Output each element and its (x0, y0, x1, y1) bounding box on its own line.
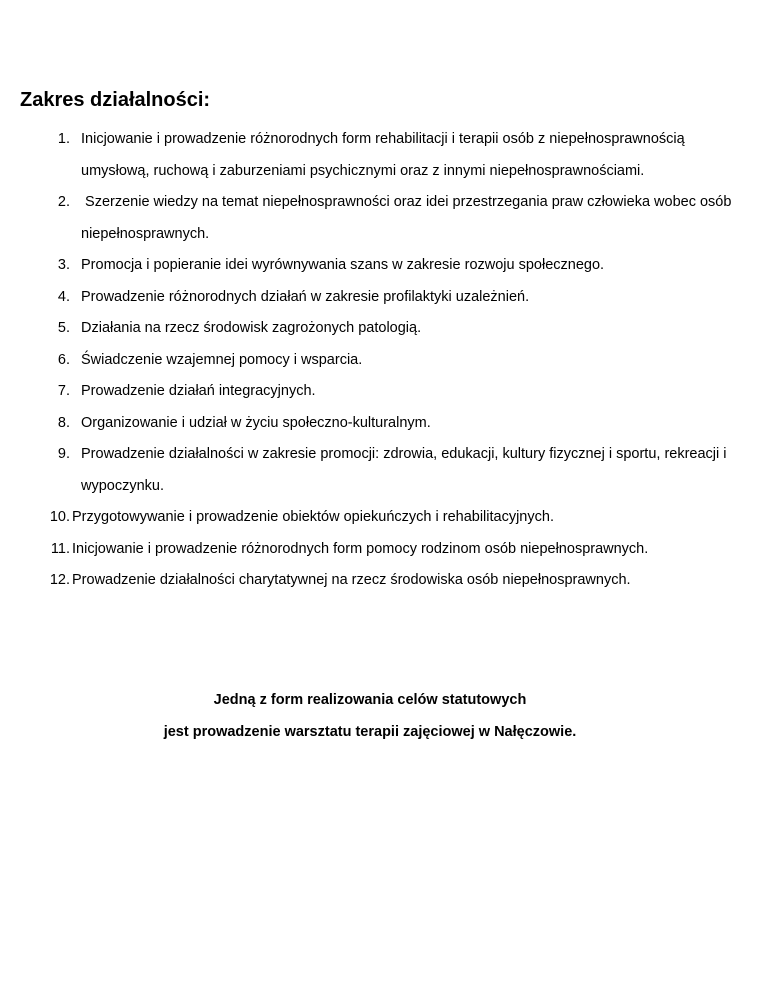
list-item-number: 6. (57, 351, 70, 368)
list-item-number: 3. (57, 257, 70, 273)
list-item-number: 2. (57, 194, 70, 210)
list-item-text: Promocja i popieranie idei wyrównywania szans w zakresie rozwoju społecznego. (81, 257, 605, 273)
list-item-number: 11. (50, 540, 70, 557)
list-item-number: 12. (49, 572, 70, 588)
list-item-text: Prowadzenie działalności charytatywnej na rzecz środowiska osób niepełnosprawnych. (72, 572, 631, 588)
list-item-text: Organizowanie i udział w życiu społeczno-kulturalnym. (81, 414, 431, 431)
list-item-number: 5. (57, 320, 70, 336)
list-item (20, 534, 740, 566)
list-item-number: 10. (49, 509, 70, 525)
list-item (20, 250, 740, 282)
section-heading: Zakres działalności: (20, 89, 211, 111)
closing-statement (0, 685, 740, 748)
list-item-number: 8. (57, 414, 70, 431)
list-item-text: Inicjowanie i prowadzenie różnorodnych form pomocy rodzinom osób niepełnosprawnych. (72, 540, 649, 557)
list-item (20, 376, 740, 408)
list-item-number: 4. (57, 288, 70, 305)
list-item (20, 313, 740, 345)
list-item (20, 282, 740, 314)
list-item-text: Świadczenie wzajemnej pomocy i wsparcia. (81, 351, 363, 368)
list-item (20, 345, 740, 377)
list-item (20, 565, 740, 597)
list-item-text: Działania na rzecz środowisk zagrożonych patologią. (81, 320, 422, 336)
list-item-number: 9. (57, 446, 70, 462)
list-item-text: Prowadzenie działalności w zakresie promocji: zdrowia, edukacji, kultury fizycznej i sportu, rekreacji i wypoczynku. (81, 446, 727, 494)
list-item-number: 7. (57, 383, 70, 399)
list-item (20, 439, 740, 502)
list-item (20, 187, 740, 250)
closing-line-1: Jedną z form realizowania celów statutowych (213, 692, 527, 708)
list-item-text: Szerzenie wiedzy na temat niepełnosprawności oraz idei przestrzegania praw człowieka wobec osób niepełnosprawnych. (81, 194, 736, 242)
list-item-text: Inicjowanie i prowadzenie różnorodnych form rehabilitacji i terapii osób z niepełnosprawnością umysłową, ruchową i zaburzeniami psychicznymi oraz z innymi niepełnosprawnościami. (81, 131, 685, 179)
list-item (20, 124, 740, 187)
list-item-text: Prowadzenie działań integracyjnych. (81, 383, 316, 399)
list-item-text: Przygotowywanie i prowadzenie obiektów opiekuńczych i rehabilitacyjnych. (72, 509, 554, 525)
list-item (20, 502, 740, 534)
list-item-number: 1. (57, 131, 70, 147)
closing-line-2: jest prowadzenie warsztatu terapii zajęciowej w Nałęczowie. (163, 723, 577, 740)
activity-list (20, 124, 740, 597)
list-item (20, 408, 740, 440)
list-item-text: Prowadzenie różnorodnych działań w zakresie profilaktyki uzależnień. (81, 288, 530, 305)
